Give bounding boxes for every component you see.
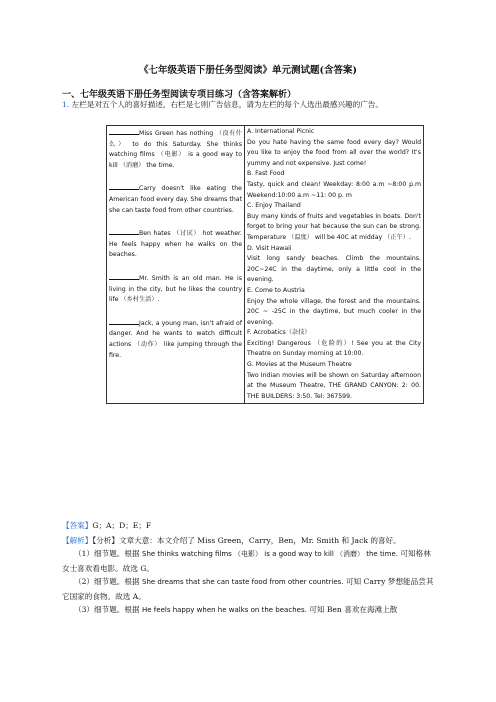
analysis-item: （2）细节题。根据 She dreams that she can taste food from other countries. 可知 Carry 梦想能品尝其它国家的食物。故选 A。 [62,577,434,601]
person-text: Jack, a young man, isn't afraid of danger. And he wants to watch difficult actions （动作） like jumping through the fire. [109,319,242,359]
ads-column [245,126,424,404]
answer-tag: 【答案】 [62,521,93,530]
people-column [107,126,245,404]
answer-text: G；A；D；E；F [92,521,152,530]
ad-body: Do you hate having the same food every day? Would you like to enjoy the food from all over the world? It's yummy and not expensive. Just come! [247,138,421,167]
answer-blank[interactable] [109,317,139,325]
ad-item [247,127,421,169]
ad-title: B. Fast Food [247,170,285,178]
question-number: 1. [62,100,70,109]
ad-title: E. Come to Austria [247,286,305,294]
ad-body: Buy many kinds of fruits and vegetables in boats. Don't forget to bring your hat because the sun can be strong. Temperature （温度） will be 40C at midday （正午）. [247,212,421,241]
ad-item [247,328,421,360]
analysis-block [62,534,434,617]
ad-body: Exciting! Dangerous （危险的）! See you at the City Theatre on Sunday morning at 10:00. [247,339,421,358]
person-item [109,182,242,216]
ad-body: Two Indian movies will be shown on Saturday afternoon at the Museum Theatre, THE GRAND CANYON: 2: 00. THE BUILDERS: 3:50. Tel: 367599. [247,371,421,400]
question-text: 左栏是对五个人的喜好描述，右栏是七则广告信息，请为左栏的每个人选出最感兴趣的广告。 [71,100,384,109]
answer-line [62,520,151,531]
matching-table [106,125,424,404]
ad-title: F. Acrobatics（杂技） [247,329,311,337]
person-item [109,272,242,306]
ad-title: C. Enjoy Thailand [247,202,301,210]
person-text: Mr. Smith is an old man. He is living in the city, but he likes the country life （乡村生活）. [109,274,242,304]
ad-body: Visit long sandy beaches. Climb the mountains. 20C~24C in the daytime, only a little cool in the evening. [247,255,421,284]
person-item [109,317,242,361]
answer-blank[interactable] [109,227,139,235]
ad-item [247,169,421,201]
person-text: Ben hates （讨厌） hot weather. He feels happy when he walks on the beaches. [109,230,242,259]
ad-title: A. International Picnic [247,128,315,135]
person-item [109,227,242,261]
ad-title: G. Movies at the Museum Theatre [247,361,352,369]
document-title: 《七年级英语下册任务型阅读》单元测试题(含答案) [139,65,357,76]
ad-item [247,360,421,402]
question-prompt [62,99,434,111]
analysis-intro: 【解析】【分析】文章大意：本文介绍了 Miss Green，Carry，Ben，Mr. Smith 和 Jack 的喜好。 [62,536,401,545]
ad-body: Tasty, quick and clean! Weekday: 8:00 a.m ~8:00 p.m Weekend:10:00 a.m ~11: 00 p. m [247,180,421,199]
analysis-item: （3）细节题。根据 He feels happy when he walks on the beaches. 可知 Ben 喜欢在海滩上散 [74,605,398,615]
analysis-item: （1）细节题。根据 She thinks watching films （电影） is a good way to kill （消磨） the time. 可知格林女士喜欢看电影。故选 G。 [62,549,431,573]
answer-blank[interactable] [109,272,139,280]
person-text: Miss Green has nothing （没有什么） to do this Saturday. She thinks watching films （电影） is a good way to kill （消磨） the time. [109,130,242,169]
person-item [109,127,242,171]
ad-title: D. Visit Hawaii [247,244,292,252]
ad-item [247,244,421,286]
ad-item [247,286,421,328]
answer-blank[interactable] [109,182,139,190]
ad-body: Enjoy the whole village, the forest and the mountains. 20C ~ -25C in the daytime, but much cooler in the evening. [247,297,421,326]
section-heading: 一、七年级英语下册任务型阅读专项目练习（含答案解析） [62,90,297,100]
answer-blank[interactable] [109,127,139,135]
analysis-tag: 【解析】 [62,536,93,545]
person-text: Carry doesn't like eating the American food every day. She dreams that she can taste food from other countries. [109,185,242,214]
ad-item [247,201,421,243]
